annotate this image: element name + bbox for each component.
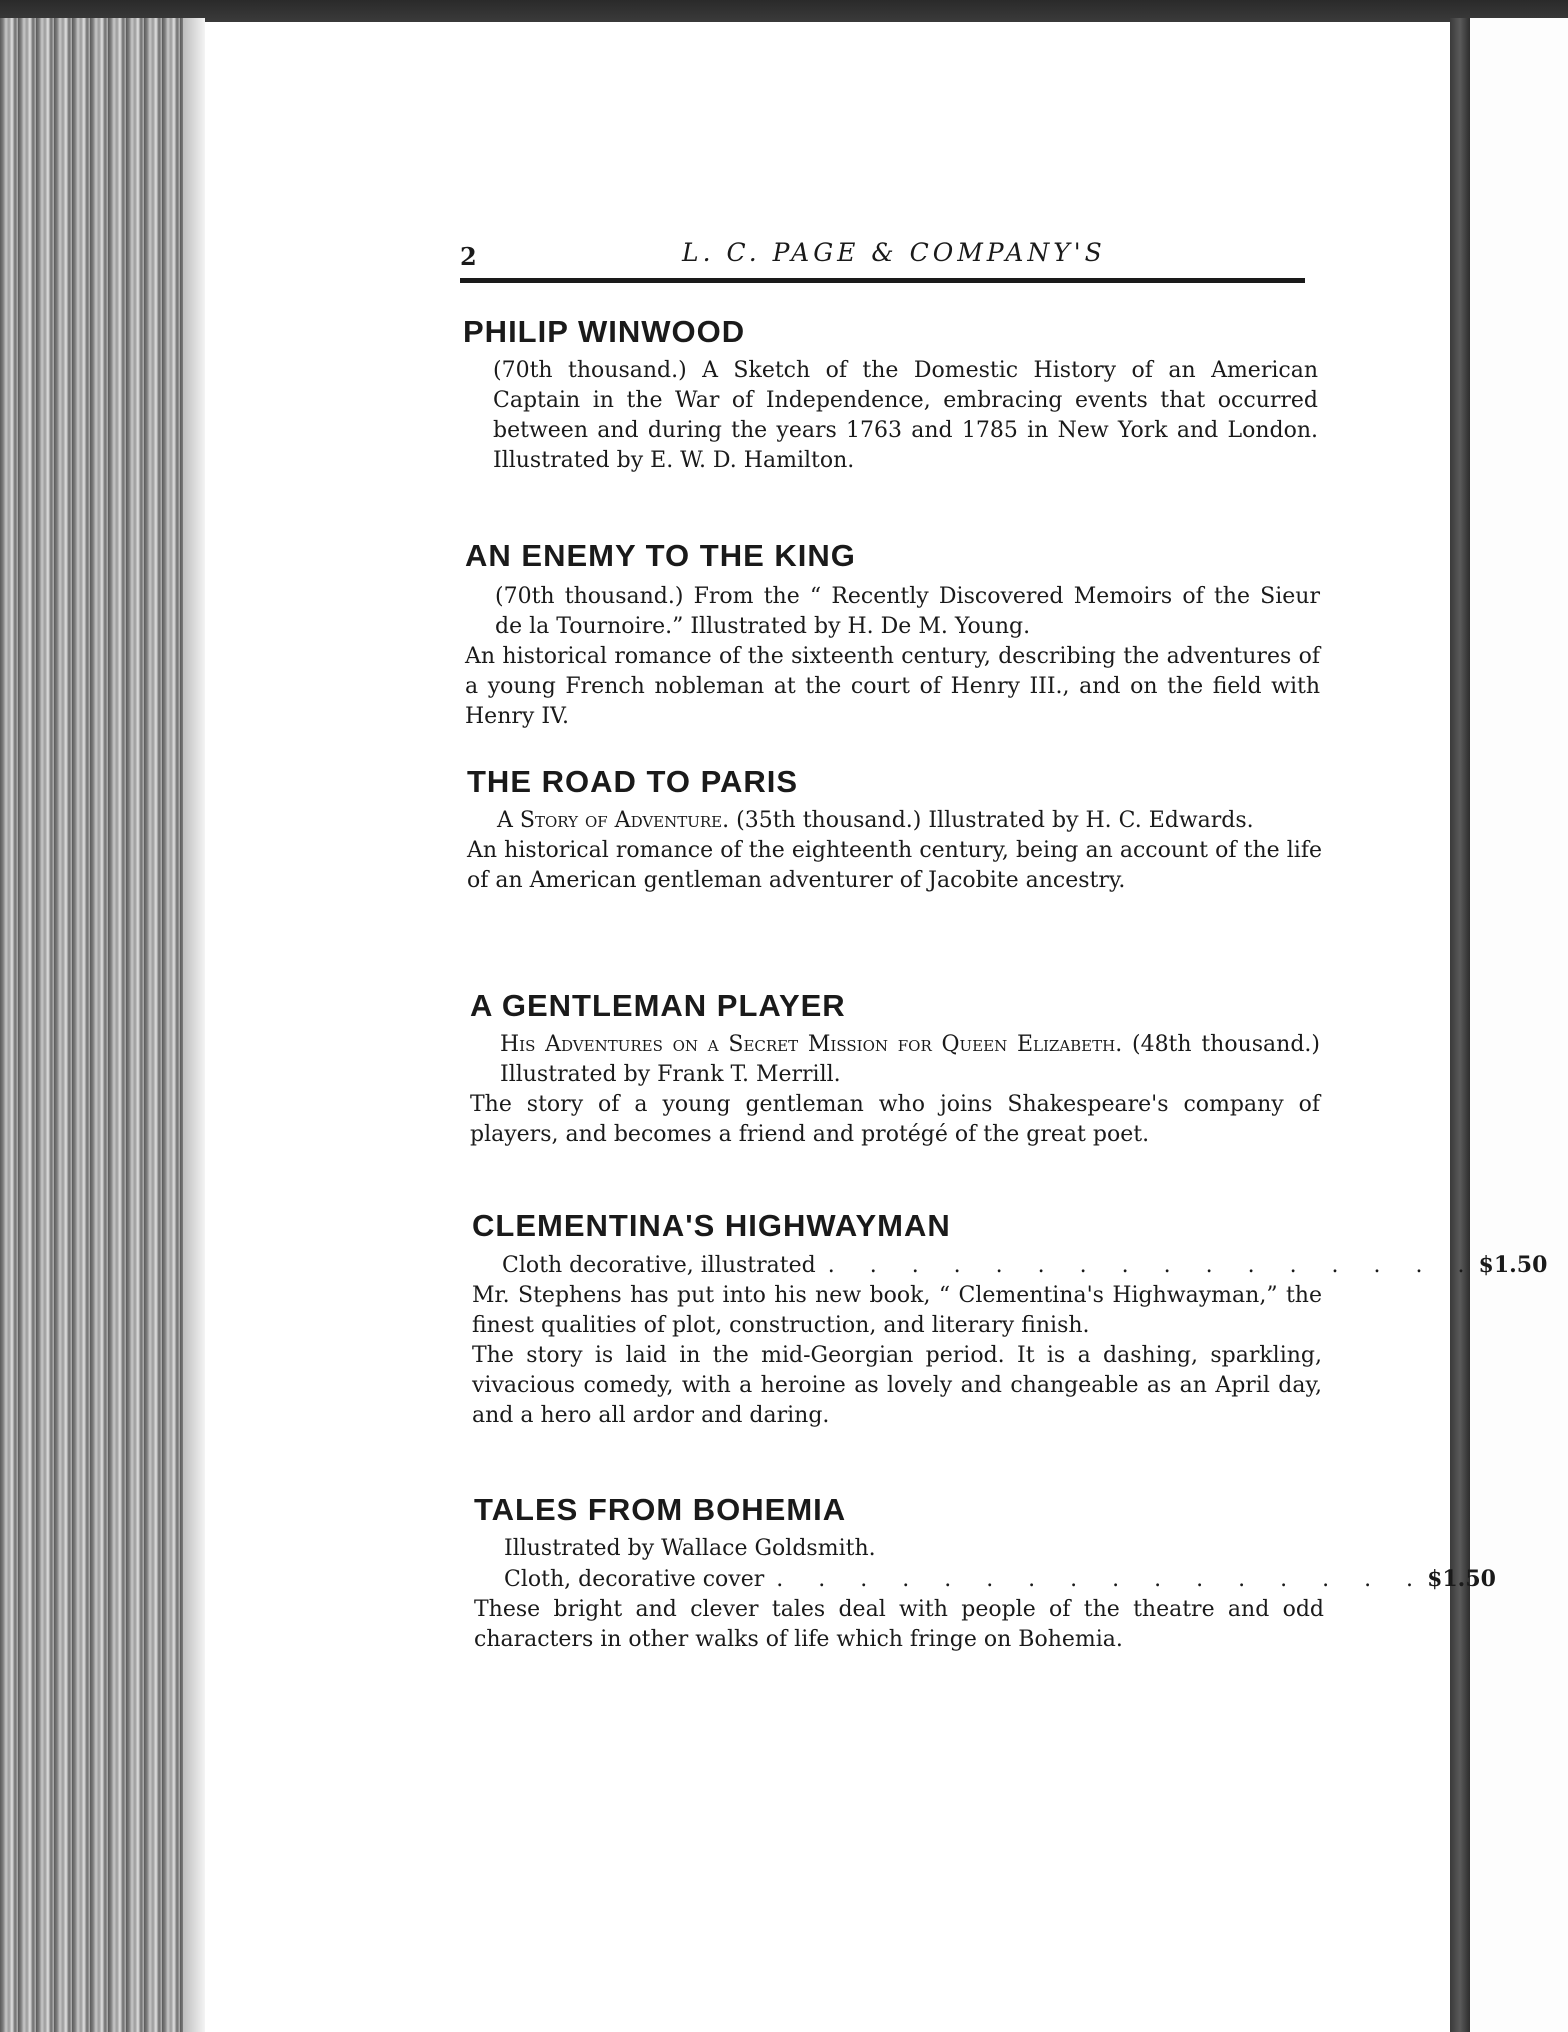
publisher-header: L. C. PAGE & COMPANY'S	[682, 238, 1106, 267]
entry-lead: (70th thousand.) A Sketch of the Domestic History of an American Captain in the War of Independence, embracing events that occurred between and during the years 1763 and 1785 in New York and London. Illustrated by E. W. D. Hamilton.	[493, 358, 1318, 473]
book-page-edges	[0, 18, 205, 2032]
entry-lead: (70th thousand.) From the “ Recently Discovered Memoirs of the Sieur de la Tournoire.” Illustrated by H. De M. Young.	[495, 584, 1320, 639]
binding: Cloth decorative, illustrated	[502, 1253, 816, 1278]
entry-subtitle: A Story of Adventure.	[497, 808, 730, 833]
entry-description: An historical romance of the eighteenth century, being an account of the life of an American gentleman adventurer of Jacobite ancestry.	[467, 838, 1322, 893]
entry-body	[470, 1030, 1320, 1150]
entry-title: AN ENEMY TO THE KING	[465, 538, 856, 573]
entry-title: A GENTLEMAN PLAYER	[470, 988, 846, 1023]
entry-body	[493, 356, 1318, 476]
binding-price-line: Cloth decorative, illustrated . . . . . . . . . . . . . . . . $1.50	[472, 1250, 1322, 1281]
entry-body	[474, 1534, 1496, 1655]
entry-description: These bright and clever tales deal with people of the theatre and odd characters in other walks of life which fringe on Bohemia.	[474, 1597, 1324, 1652]
binding-price-line: Cloth, decorative cover . . . . . . . . . . . . . . . . $1.50	[474, 1564, 1324, 1595]
price: $1.50	[1478, 1252, 1548, 1278]
entry-title: THE ROAD TO PARIS	[467, 764, 799, 799]
entry-lead-text: (35th thousand.) Illustrated by H. C. Edwards.	[736, 808, 1254, 833]
scan-top-shadow	[0, 0, 1568, 24]
entry-lead-text: (48th thousand.) Illustrated by Frank T. Merrill.	[500, 1032, 1320, 1087]
binding: Cloth, decorative cover	[504, 1567, 765, 1592]
entry-lead: Illustrated by Wallace Goldsmith.	[504, 1536, 876, 1561]
book-gutter	[1450, 18, 1470, 2032]
entry-body	[465, 582, 1320, 732]
price: $1.50	[1427, 1566, 1496, 1592]
entry-title: TALES FROM BOHEMIA	[474, 1492, 847, 1527]
entry-lead	[467, 806, 1322, 836]
running-head	[460, 238, 1305, 278]
entry-subtitle: His Adventures on a Secret Mission for Queen Elizabeth.	[500, 1032, 1123, 1057]
entry-description: An historical romance of the sixteenth century, describing the adventures of a young French nobleman at the court of Henry III., and on the field with Henry IV.	[465, 644, 1320, 729]
scan-right-margin	[1470, 18, 1568, 2032]
book-page	[205, 22, 1450, 2032]
entry-lead	[470, 1030, 1320, 1090]
entry-body	[472, 1250, 1548, 1431]
entry-description: Mr. Stephens has put into his new book, “ Clementina's Highwayman,” the finest qualities of plot, construction, and literary finish.	[472, 1283, 1322, 1338]
entry-title: PHILIP WINWOOD	[463, 314, 746, 349]
entry-title: CLEMENTINA'S HIGHWAYMAN	[472, 1208, 951, 1243]
page-number: 2	[460, 242, 477, 271]
entry-description: The story of a young gentleman who joins Shakespeare's company of players, and becomes a friend and protégé of the great poet.	[470, 1092, 1320, 1147]
entry-description-2: The story is laid in the mid-Georgian period. It is a dashing, sparkling, vivacious comedy, with a heroine as lovely and changeable as an April day, and a hero all ardor and daring.	[472, 1343, 1322, 1428]
entry-body	[467, 806, 1322, 896]
header-rule	[460, 278, 1305, 283]
